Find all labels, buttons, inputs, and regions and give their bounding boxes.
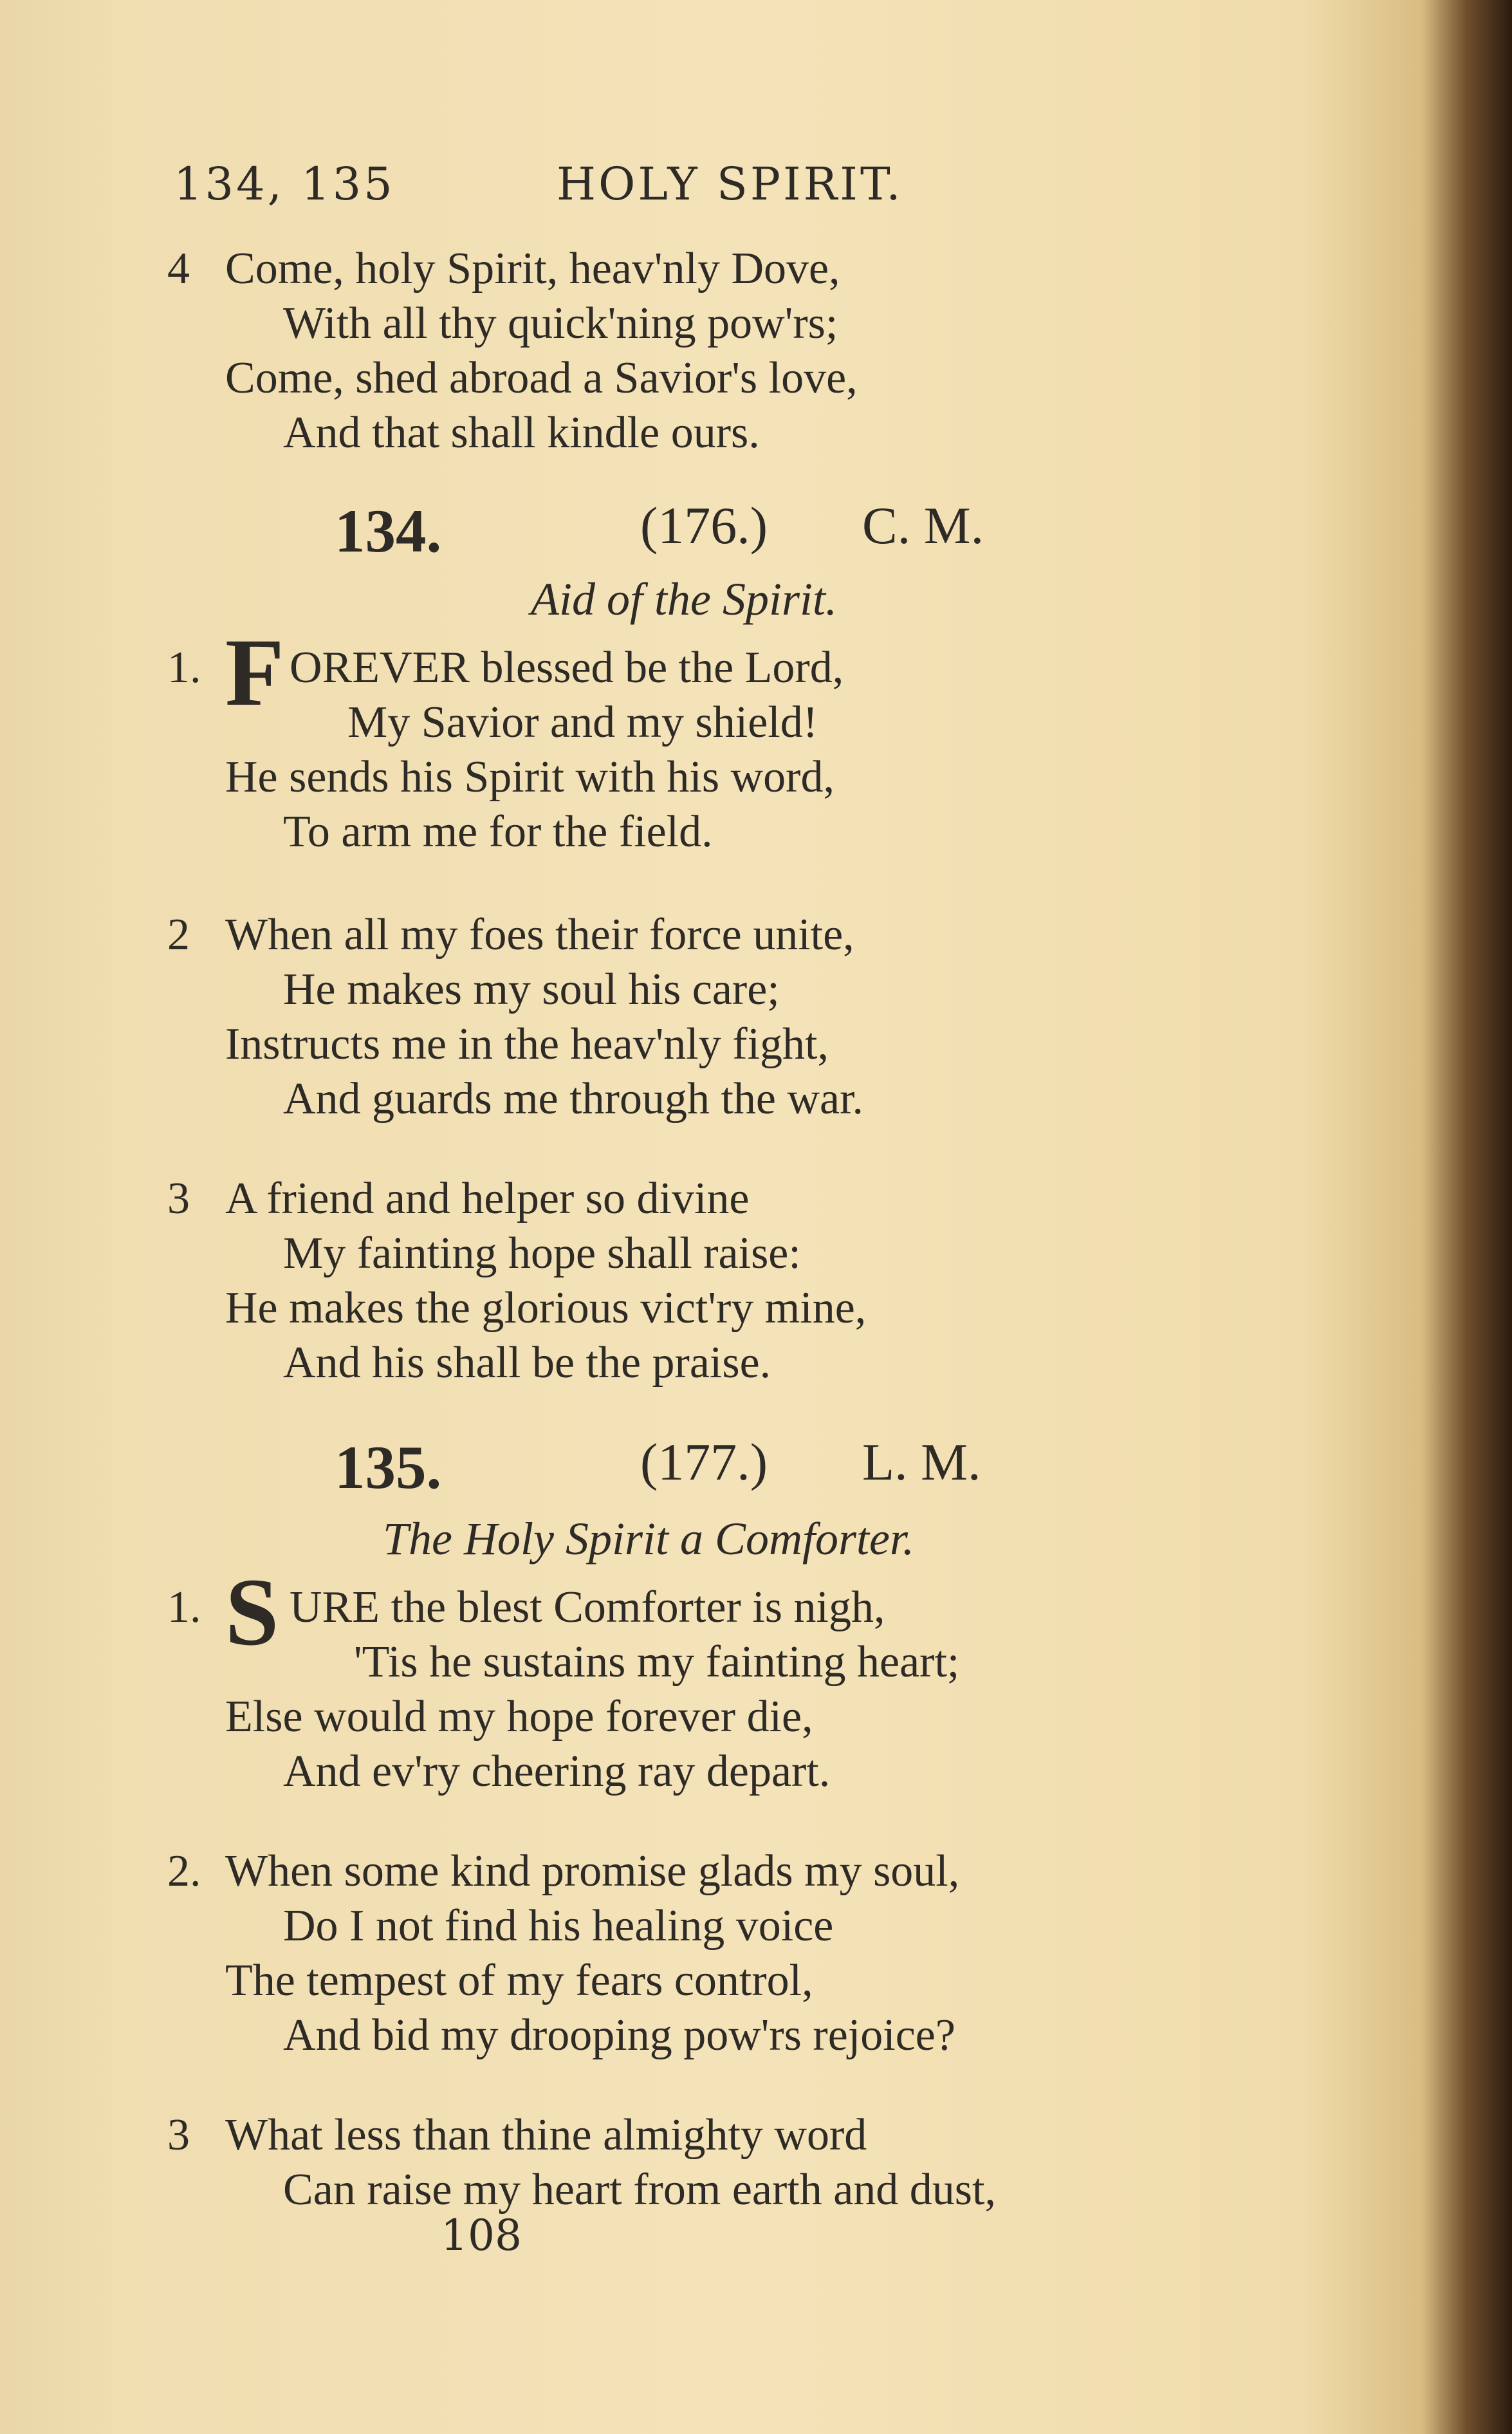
- verse-line: Else would my hope forever die,: [225, 1692, 813, 1742]
- verse-line: And that shall kindle ours.: [283, 408, 760, 458]
- verse-line: When all my foes their force unite,: [225, 910, 854, 960]
- stanza-number: 1.: [167, 643, 201, 692]
- verse-line: What less than thine almighty word: [225, 2110, 867, 2160]
- hymn-134-stanza-1: [167, 619, 1229, 859]
- hymn-134-title: Aid of the Spirit.: [531, 573, 837, 625]
- verse-line: And ev'ry cheering ray depart.: [283, 1747, 831, 1796]
- verse-line: And bid my drooping pow'rs rejoice?: [283, 2011, 955, 2060]
- stanza-number: 2.: [167, 1846, 201, 1896]
- verse-line: He makes the glorious vict'ry mine,: [225, 1283, 867, 1333]
- stanza-number: 1.: [167, 1583, 201, 1632]
- verse-line: And his shall be the praise.: [283, 1338, 771, 1388]
- hymn-134-stanza-3: [167, 1171, 1229, 1390]
- page-number: 108: [441, 2211, 522, 2260]
- hymn-number: 134.: [335, 497, 442, 565]
- verse-line: OREVER blessed be the Lord,: [290, 643, 844, 692]
- hymn-meter: C. M.: [862, 496, 984, 555]
- verse-line: To arm me for the field.: [283, 807, 713, 857]
- stanza-number: 3: [167, 2110, 190, 2160]
- verse-line: A friend and helper so divine: [225, 1174, 750, 1223]
- header-page-range: 134, 135: [174, 158, 395, 210]
- hymn-reference: (177.): [640, 1433, 768, 1491]
- hymn-135-title: The Holy Spirit a Comforter.: [383, 1513, 915, 1565]
- hymn-135-stanza-3: [167, 2108, 1229, 2217]
- verse-line: URE the blest Comforter is nigh,: [290, 1583, 885, 1632]
- hymn-reference: (176.): [640, 496, 768, 555]
- verse-line: My Savior and my shield!: [347, 698, 818, 747]
- hymn-135-stanza-2: [167, 1844, 1229, 2063]
- verse-line: When some kind promise glads my soul,: [225, 1846, 960, 1896]
- verse-line: The tempest of my fears control,: [225, 1956, 813, 2005]
- verse-line: With all thy quick'ning pow'rs;: [283, 299, 838, 348]
- hymn-135-stanza-1: [167, 1559, 1229, 1799]
- verse-line: My fainting hope shall raise:: [283, 1229, 801, 1278]
- drop-cap: S: [225, 1559, 279, 1666]
- stanza-number: 4: [167, 244, 190, 293]
- verse-line: Come, shed abroad a Savior's love,: [225, 353, 858, 403]
- drop-cap: F: [225, 619, 284, 726]
- stanza-number: 2: [167, 910, 190, 960]
- verse-line: Instructs me in the heav'nly fight,: [225, 1019, 829, 1069]
- stanza-number: 3: [167, 1174, 190, 1223]
- verse-line: Do I not find his healing voice: [283, 1901, 834, 1951]
- verse-line: And guards me through the war.: [283, 1074, 864, 1124]
- verse-line: He sends his Spirit with his word,: [225, 752, 834, 802]
- hymn-134-stanza-2: [167, 907, 1229, 1126]
- hymn-number: 135.: [335, 1433, 442, 1501]
- hymn-meter: L. M.: [862, 1433, 981, 1491]
- header-title: HOLY SPIRIT.: [557, 158, 903, 210]
- verse-line: 'Tis he sustains my fainting heart;: [354, 1637, 960, 1687]
- verse-line: Come, holy Spirit, heav'nly Dove,: [225, 244, 840, 293]
- verse-line: Can raise my heart from earth and dust,: [283, 2165, 996, 2215]
- stanza-134-prev: [167, 241, 1229, 460]
- verse-line: He makes my soul his care;: [283, 965, 780, 1014]
